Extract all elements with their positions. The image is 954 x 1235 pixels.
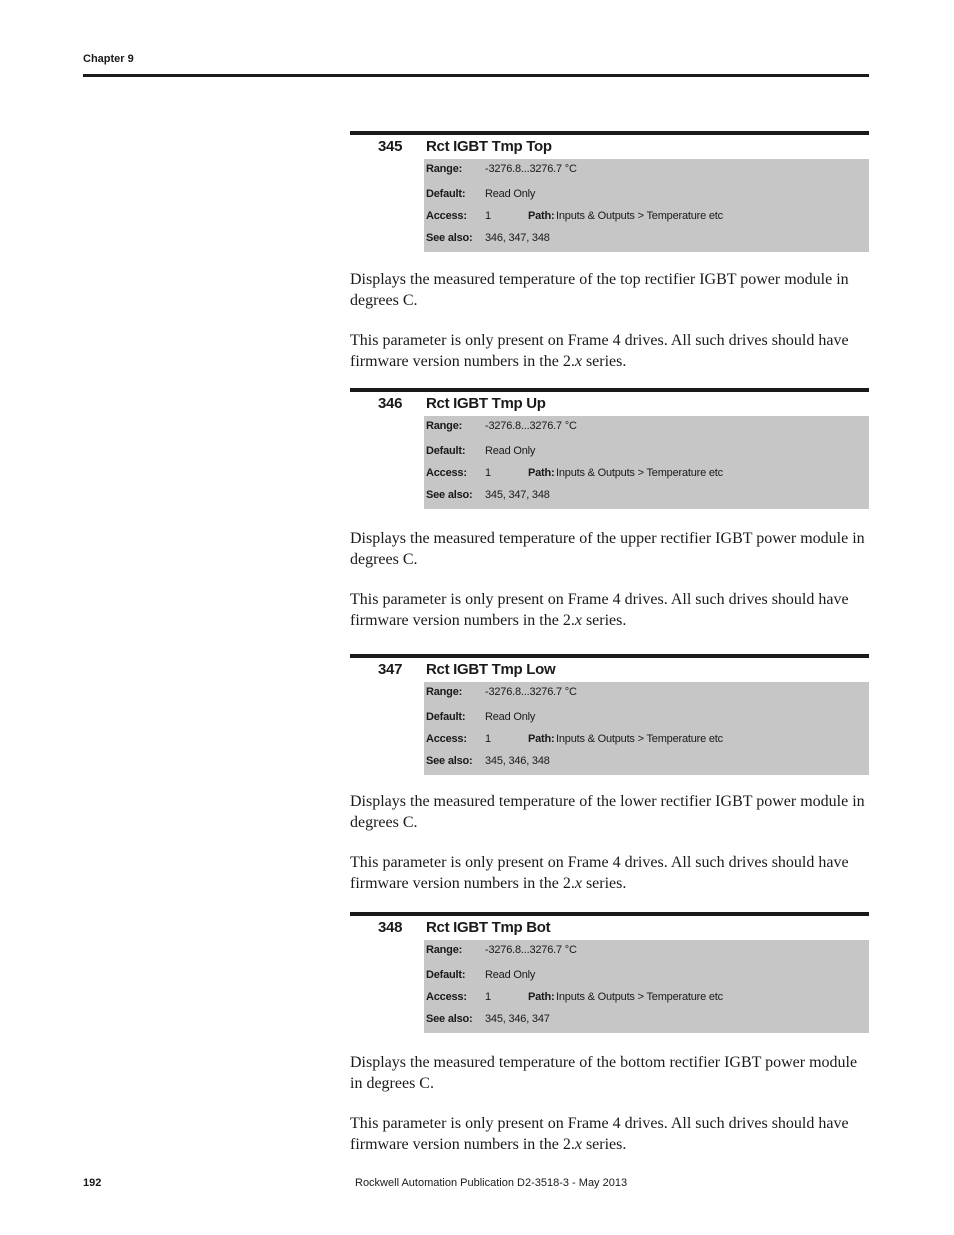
note-text-end: series. (581, 1136, 627, 1153)
note-text: This parameter is only present on Frame 4 drives. All such drives should have firmware version numbers in the 2. (350, 854, 849, 892)
access-label: Access: (426, 991, 467, 1003)
note-text: This parameter is only present on Frame 4 drives. All such drives should have firmware version numbers in the 2. (350, 591, 849, 629)
default-label: Default: (426, 445, 466, 457)
see-also-label: See also: (426, 755, 473, 767)
parameter-name: Rct IGBT Tmp Top (426, 138, 552, 155)
range-label: Range: (426, 420, 463, 432)
see-also-label: See also: (426, 489, 473, 501)
parameter-block (350, 388, 869, 509)
publication-info: Rockwell Automation Publication D2-3518-3 - May 2013 (355, 1177, 628, 1189)
description-paragraph: Displays the measured temperature of the bottom rectifier IGBT power module in degrees C. (350, 1054, 858, 1092)
note-text-end: series. (581, 875, 627, 892)
range-label: Range: (426, 163, 463, 175)
default-value: Read Only (485, 969, 536, 981)
note-text-end: series. (581, 612, 627, 629)
note-text: This parameter is only present on Frame 4 drives. All such drives should have firmware version numbers in the 2. (350, 1115, 849, 1153)
description-paragraph: Displays the measured temperature of the upper rectifier IGBT power module in degrees C. (350, 530, 865, 568)
default-value: Read Only (485, 188, 536, 200)
path-value: Inputs & Outputs > Temperature etc (556, 991, 723, 1003)
access-value: 1 (485, 210, 491, 222)
note-paragraph (350, 330, 869, 372)
path-label: Path: (528, 733, 555, 745)
note-variable: x (574, 353, 582, 370)
see-also-value: 345, 346, 348 (485, 755, 550, 767)
path-label: Path: (528, 991, 555, 1003)
access-value: 1 (485, 733, 491, 745)
see-also-label: See also: (426, 232, 473, 244)
default-label: Default: (426, 711, 466, 723)
range-label: Range: (426, 944, 463, 956)
range-value: -3276.8...3276.7 °C (485, 944, 577, 956)
note-paragraph (350, 1113, 869, 1155)
default-value: Read Only (485, 445, 536, 457)
see-also-label: See also: (426, 1013, 473, 1025)
path-value: Inputs & Outputs > Temperature etc (556, 733, 723, 745)
parameter-number: 345 (378, 138, 403, 155)
path-label: Path: (528, 210, 555, 222)
access-label: Access: (426, 467, 467, 479)
see-also-value: 346, 347, 348 (485, 232, 550, 244)
parameter-name: Rct IGBT Tmp Bot (426, 919, 551, 936)
default-value: Read Only (485, 711, 536, 723)
parameter-block (350, 654, 869, 775)
range-value: -3276.8...3276.7 °C (485, 686, 577, 698)
access-label: Access: (426, 210, 467, 222)
parameter-info-box (424, 159, 869, 252)
path-label: Path: (528, 467, 555, 479)
see-also-value: 345, 346, 347 (485, 1013, 550, 1025)
note-paragraph (350, 589, 869, 631)
note-variable: x (574, 1136, 582, 1153)
access-value: 1 (485, 991, 491, 1003)
parameter-number: 348 (378, 919, 403, 936)
header-rule (83, 74, 869, 77)
chapter-label: Chapter 9 (83, 53, 134, 65)
note-paragraph (350, 852, 869, 894)
parameter-info-box (424, 416, 869, 509)
parameter-name: Rct IGBT Tmp Low (426, 661, 556, 678)
parameter-block (350, 912, 869, 1033)
access-label: Access: (426, 733, 467, 745)
note-text: This parameter is only present on Frame 4 drives. All such drives should have firmware version numbers in the 2. (350, 332, 849, 370)
parameter-info-box (424, 940, 869, 1033)
parameter-number: 347 (378, 661, 403, 678)
range-value: -3276.8...3276.7 °C (485, 163, 577, 175)
parameter-name: Rct IGBT Tmp Up (426, 395, 546, 412)
see-also-value: 345, 347, 348 (485, 489, 550, 501)
description-paragraph: Displays the measured temperature of the lower rectifier IGBT power module in degrees C. (350, 793, 865, 831)
path-value: Inputs & Outputs > Temperature etc (556, 210, 723, 222)
parameter-info-box (424, 682, 869, 775)
page-number: 192 (83, 1177, 102, 1189)
note-variable: x (574, 612, 582, 629)
note-variable: x (574, 875, 582, 892)
parameter-number: 346 (378, 395, 403, 412)
access-value: 1 (485, 467, 491, 479)
default-label: Default: (426, 188, 466, 200)
range-value: -3276.8...3276.7 °C (485, 420, 577, 432)
note-text-end: series. (581, 353, 627, 370)
default-label: Default: (426, 969, 466, 981)
parameter-block (350, 131, 869, 252)
range-label: Range: (426, 686, 463, 698)
path-value: Inputs & Outputs > Temperature etc (556, 467, 723, 479)
description-paragraph: Displays the measured temperature of the top rectifier IGBT power module in degrees C. (350, 271, 849, 309)
